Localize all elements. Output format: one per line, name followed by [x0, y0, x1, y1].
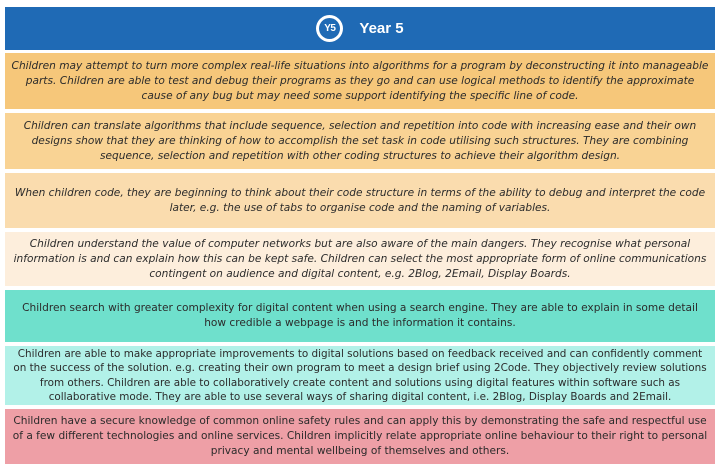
statement-row-6 [5, 346, 715, 405]
year-badge-icon [316, 15, 343, 42]
statement-text: When children code, they are beginning to think about their code structure in terms of the ability to debug and interpret the code later, e.g. the use of tabs to organise code and the naming of variables. [14, 186, 706, 214]
statement-text: Children have a secure knowledge of common online safety rules and can apply this by demonstrating the safe and respectful use of a few different technologies and online services. Children implicitly relate appropriate online behaviour to their right to personal privacy and mental wellbeing of themselves and others. [12, 415, 708, 457]
statement-row-7 [5, 409, 715, 464]
statement-row-3 [5, 173, 715, 228]
year-header [5, 7, 715, 50]
statement-row-4 [5, 232, 715, 286]
statement-text: Children can translate algorithms that include sequence, selection and repetition into code with increasing ease and their own designs show that they are thinking of how to accomplish the set task in code utilising such structures. They are combining sequence, selection and repetition with other coding structures to achieve their algorithm design. [23, 119, 697, 162]
statement-text: Children are able to make appropriate improvements to digital solutions based on feedback received and can confidently comment on the success of the solution. e.g. creating their own program to meet a design brief using 2Code. They objectively review solutions from others. Children are able to collaboratively create content and solutions using digital features within software such as collaborative mode. They are able to use several ways of sharing digital content, i.e. 2Blog, Display Boards and 2Email. [13, 347, 707, 403]
statement-row-5 [5, 290, 715, 342]
statement-text: Children search with greater complexity for digital content when using a search engine. They are able to explain in some detail how credible a webpage is and the information it contains. [22, 302, 698, 329]
statement-row-2 [5, 113, 715, 169]
statement-text: Children understand the value of computer networks but are also aware of the main dangers. They recognise what personal information is and can explain how this can be kept safe. Children can select the most appropriate form of online communications contingent on audience and digital content, e.g. 2Blog, 2Email, Display Boards. [13, 237, 707, 280]
statement-row-1 [5, 53, 715, 109]
year-badge-label: Y5 [319, 18, 340, 39]
statement-text: Children may attempt to turn more complex real-life situations into algorithms for a program by deconstructing it into manageable parts. Children are able to test and debug their programs as they go and can use logical methods to identify the approximate cause of any bug but may need some support identifying the specific line of code. [11, 59, 709, 102]
page-title: Year 5 [359, 20, 404, 37]
